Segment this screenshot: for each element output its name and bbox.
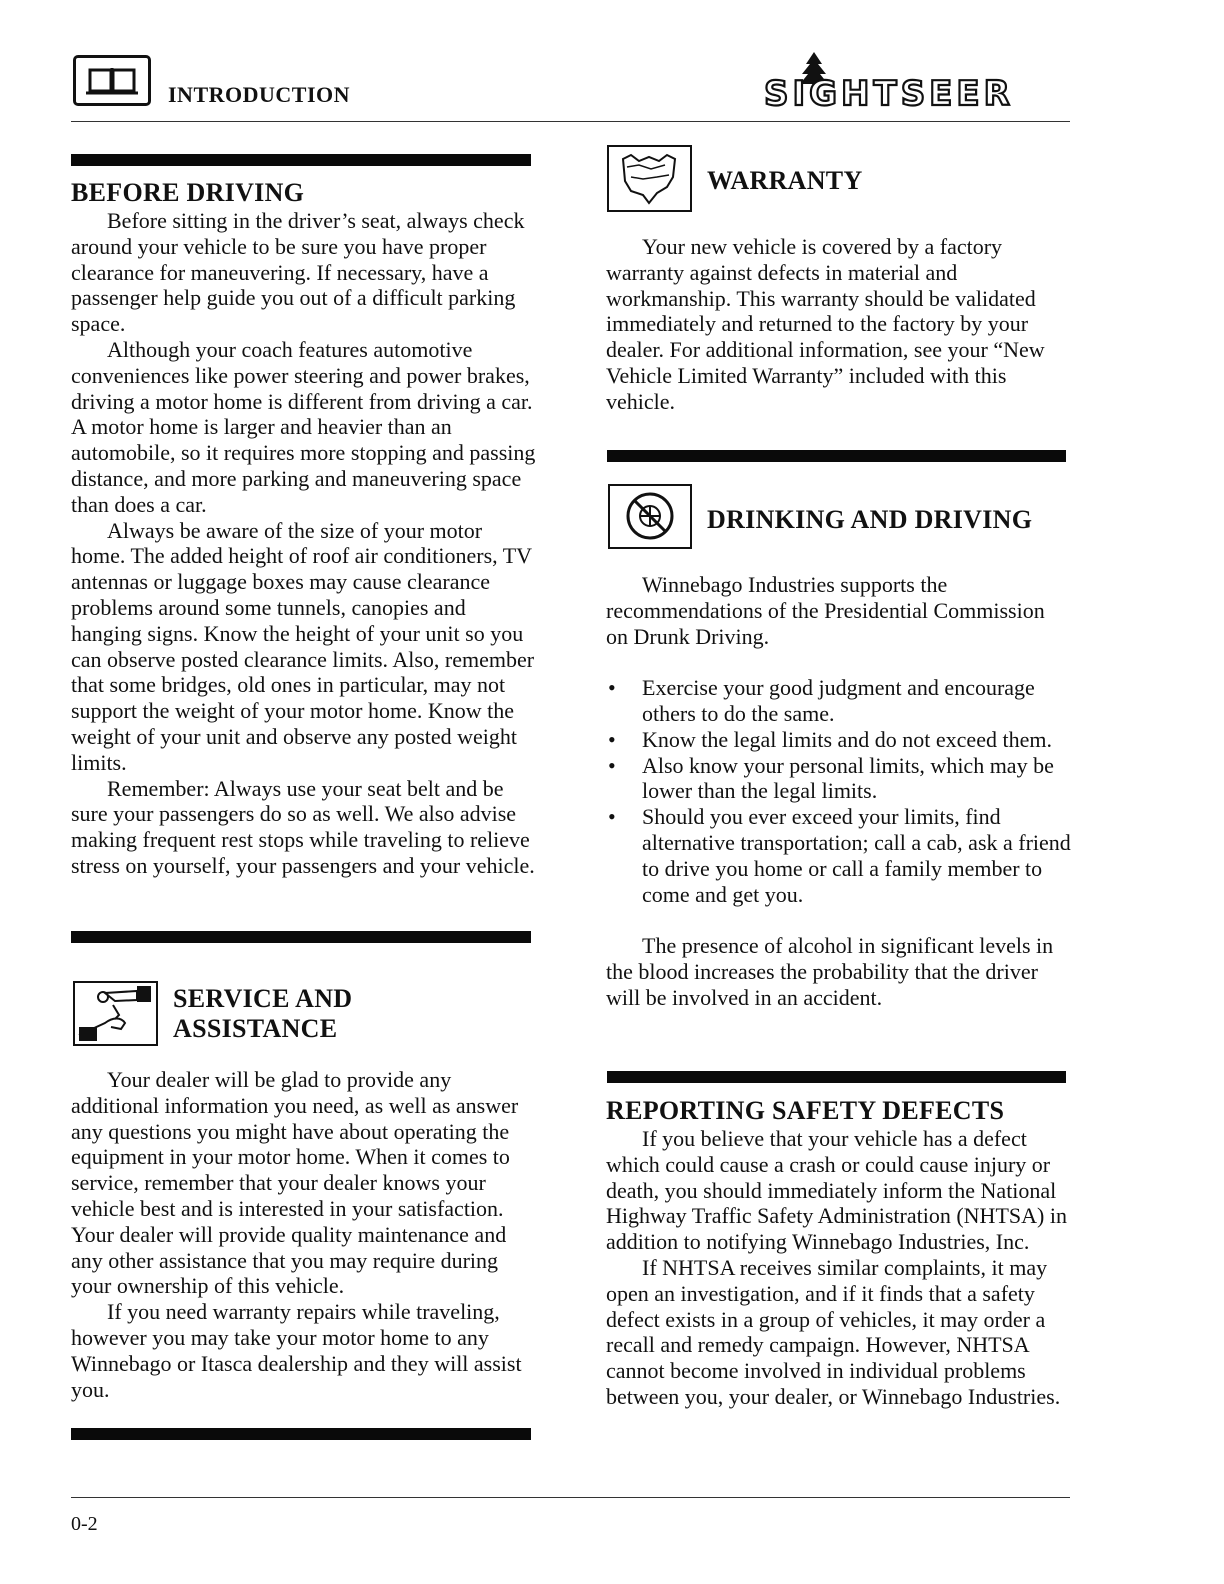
list-item: • Know the legal limits and do not exceed them. xyxy=(606,727,1072,753)
section-title: INTRODUCTION xyxy=(168,82,351,107)
logo-text: SIGHTSEER xyxy=(764,74,1014,110)
drinking-section xyxy=(606,572,1072,1011)
paragraph: Although your coach features automotive conveniences like power steering and power brakes, driving a motor home is different from driving a car. A motor home is larger and heavier than an automobile, so it requires more stopping and passing distance, and more parking and maneuvering space than does a car. xyxy=(71,336,536,517)
list-item: • Should you ever exceed your limits, find alternative transportation; call a cab, ask a friend to drive you home or call a family member to come and get you. xyxy=(606,804,1072,907)
paragraph: If NHTSA receives similar complaints, it may open an investigation, and if it finds that a safety defect exists in a group of vehicles, it may order a recall and remedy campaign. However, NHTSA cannot become involved in individual problems between you, your dealer, or Winnebago Industries. xyxy=(606,1254,1061,1409)
drinking-bullet-list xyxy=(606,675,1072,907)
paragraph: The presence of alcohol in significant levels in the blood increases the probability that the driver will be involved in an accident. xyxy=(606,933,1054,1010)
paragraph: Before sitting in the driver’s seat, always check around your vehicle to be sure you have proper clearance for maneuvering. If necessary, have a passenger help guide you out of a difficult parking space. xyxy=(71,208,525,337)
reporting-heading: REPORTING SAFETY DEFECTS xyxy=(606,1096,1005,1125)
open-book-icon xyxy=(73,55,151,106)
paragraph: Winnebago Industries supports the recommendations of the Presidential Commission on Drunk Driving. xyxy=(606,572,1045,649)
warranty-section xyxy=(606,234,1072,415)
footer-rule xyxy=(71,1497,1070,1498)
paragraph: If you believe that your vehicle has a defect which could cause a crash or could cause injury or death, you should immediately inform the National Highway Traffic Safety Administration (NHTSA) in addition to notifying Winnebago Industries, Inc. xyxy=(606,1126,1067,1255)
paragraph: Your dealer will be glad to provide any additional information you need, as well as answer any questions you might have about operating the equipment in your motor home. When it comes to service, remember that your dealer knows your vehicle best and is interested in your satisfaction. Your dealer will provide quality maintenance and any other assistance that you may require during your ownership of this vehicle. xyxy=(71,1067,519,1299)
paragraph: Remember: Always use your seat belt and be sure your passengers do so as well. We also advise making frequent rest stops while traveling to relieve stress on yourself, your passengers and your vehicle. xyxy=(71,775,535,878)
service-hand-wrench-icon xyxy=(73,981,158,1046)
list-item: • Also know your personal limits, which may be lower than the legal limits. xyxy=(606,753,1072,805)
service-heading xyxy=(173,984,352,1044)
list-item: • Exercise your good judgment and encourage others to do the same. xyxy=(606,675,1072,727)
north-america-shield-icon xyxy=(607,145,692,212)
paragraph: Your new vehicle is covered by a factory warranty against defects in material and workmanship. This warranty should be validated immediately and returned to the factory by your dealer. For additional information, see your “New Vehicle Limited Warranty” included with this vehicle. xyxy=(606,234,1045,414)
header-rule xyxy=(71,121,1070,122)
section-divider xyxy=(71,154,531,166)
section-divider xyxy=(71,931,531,943)
section-divider xyxy=(607,1071,1066,1083)
paragraph: Always be aware of the size of your motor home. The added height of roof air conditioners, TV antennas or luggage boxes may cause clearance problems around some tunnels, canopies and hanging signs. Know the height of your unit so you can observe posted clearance limits. Also, remember that some bridges, old ones in particular, may not support the weight of your motor home. Know the weight of your unit and observe any posted weight limits. xyxy=(71,517,535,775)
drinking-heading: DRINKING AND DRIVING xyxy=(707,505,1033,534)
no-drinking-driving-icon xyxy=(608,484,692,549)
paragraph: If you need warranty repairs while traveling, however you may take your motor home to any Winnebago or Itasca dealership and they will assist you. xyxy=(71,1299,522,1402)
sightseer-logo xyxy=(762,50,1070,110)
before-driving-heading: BEFORE DRIVING xyxy=(71,178,305,207)
before-driving-section xyxy=(71,178,536,879)
reporting-section xyxy=(606,1096,1072,1410)
warranty-heading: WARRANTY xyxy=(707,166,863,195)
service-section xyxy=(71,1067,536,1402)
section-divider xyxy=(71,1428,531,1440)
service-heading-line1: SERVICE AND xyxy=(173,984,353,1013)
page-number: 0-2 xyxy=(71,1513,98,1535)
section-divider xyxy=(607,450,1066,462)
service-heading-line2: ASSISTANCE xyxy=(173,1014,338,1043)
